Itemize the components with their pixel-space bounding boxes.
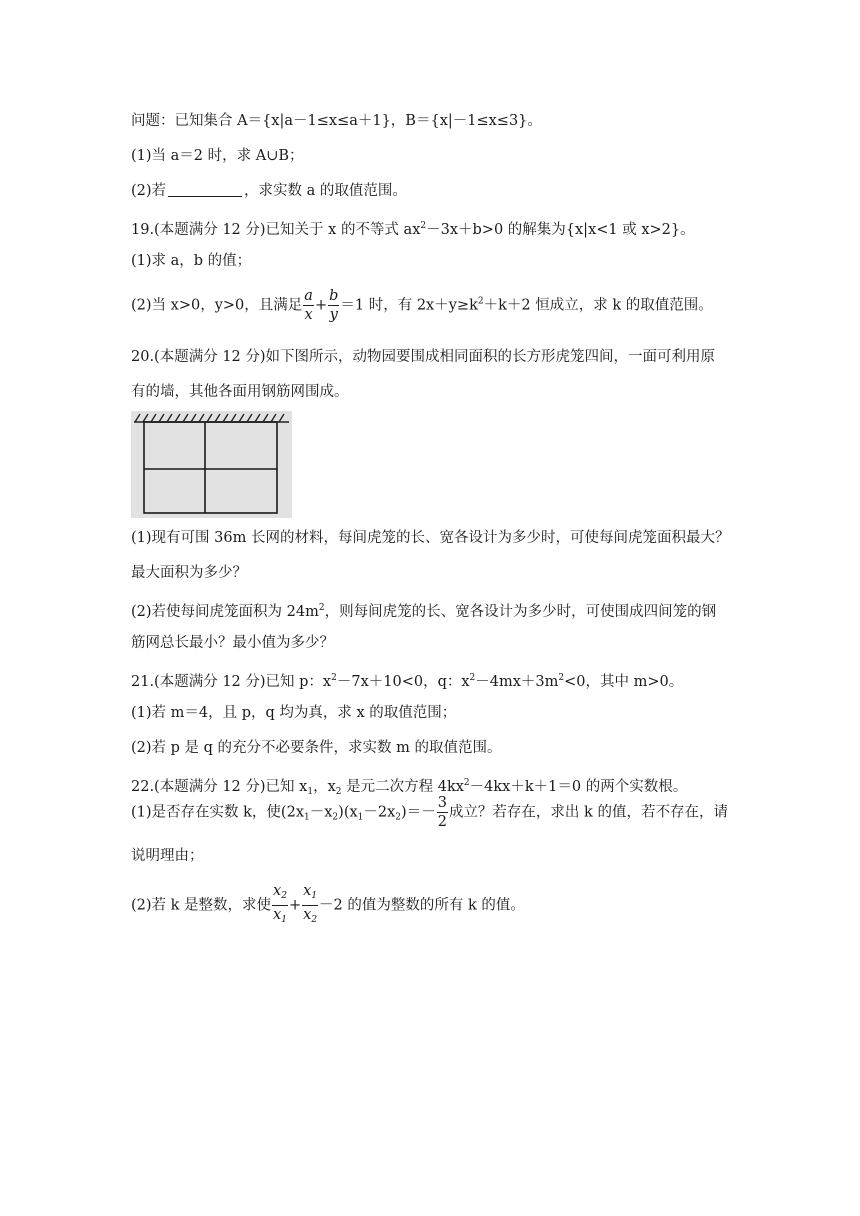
q21-part1: (1)若 m＝4，且 p，q 均为真，求 x 的取值范围； — [131, 705, 457, 721]
cage-diagram — [131, 411, 292, 518]
q20-part2-line1: (2)若使每间虎笼面积为 $24m^2$，则每间虎笼的长、宽各设计为多少时，可使围成四间笼的钢 — [131, 603, 717, 620]
q21-part2: (2)若 p 是 q 的充分不必要条件，求实数 m 的取值范围。 — [131, 740, 502, 756]
fraction-a-over-x: $\frac{a}{x}$ — [304, 288, 313, 323]
q19-part1: (1)求 a，b 的值； — [131, 253, 252, 269]
q22-stem: 22.(本题满分 12 分)已知 $x_1$，$x_2$ 是元二次方程 $4kx^2-4kx+k+1=0$ 的两个实数根。 — [131, 778, 688, 797]
q22-part1-line1: (1)是否存在实数 k，使$(2x_1-x_2)(x_1-2x_2)=-$ $\frac{3}{2}$ 成立？若存在，求出 k 的值，若不存在，请 — [131, 795, 728, 830]
q21-stem: 21.(本题满分 12 分)已知 p：$x^2-7x+10<0$，q：$x^2-4mx+3m^2<0$，其中 m>0。 — [131, 673, 684, 690]
answer-blank — [168, 182, 242, 197]
fraction-b-over-y: $\frac{b}{y}$ — [329, 288, 339, 323]
q20-part2-line2: 筋网总长最小？最小值为多少？ — [131, 635, 334, 651]
fraction-x1-over-x2: $\frac{x_1}{x_2}$ — [303, 883, 318, 925]
q20-part1-line2: 最大面积为多少？ — [131, 565, 247, 581]
fraction-three-halves: $\frac{3}{2}$ — [437, 795, 447, 830]
q18-part2: (2)若 ，求实数 a 的取值范围。 — [131, 183, 407, 199]
q22-part2: (2)若 k 是整数，求使 $\frac{x_2}{x_1}$ + $\frac{x_1}{x_2}$ －2 的值为整数的所有 k 的值。 — [131, 882, 525, 929]
q19-part2: (2)当 x>0，y>0，且满足 $\frac{a}{x}$ + $\frac{b}{y}$ ＝1 时，有 $2x+y\ge k^2+k+2$ 恒成立，求 k 的取值范围。 — [131, 288, 713, 323]
q20-stem-line1: 20.(本题满分 12 分)如下图所示，动物园要围成相同面积的长方形虎笼四间，一面可利用原 — [131, 349, 716, 365]
q18-part1: (1)当 a＝2 时，求 A∪B； — [131, 148, 304, 164]
q22-part1-line2: 说明理由； — [131, 848, 204, 864]
tiger-cage-figure — [131, 411, 292, 518]
q19-stem: 19.(本题满分 12 分)已知关于 x 的不等式 $ax^2-3x+b>0$ 的解集为{x|x<1 或 x>2}。 — [131, 221, 695, 238]
q18-problem: 问题：已知集合 A＝{x|a－1≤x≤a＋1}，B＝{x|－1≤x≤3}。 — [131, 113, 542, 129]
fraction-x2-over-x1: $\frac{x_2}{x_1}$ — [273, 883, 287, 925]
q20-part1-line1: (1)现有可围 36m 长网的材料，每间虎笼的长、宽各设计为多少时，可使每间虎笼面积最大？ — [131, 530, 730, 546]
q20-stem-line2: 有的墙，其他各面用钢筋网围成。 — [131, 384, 349, 400]
